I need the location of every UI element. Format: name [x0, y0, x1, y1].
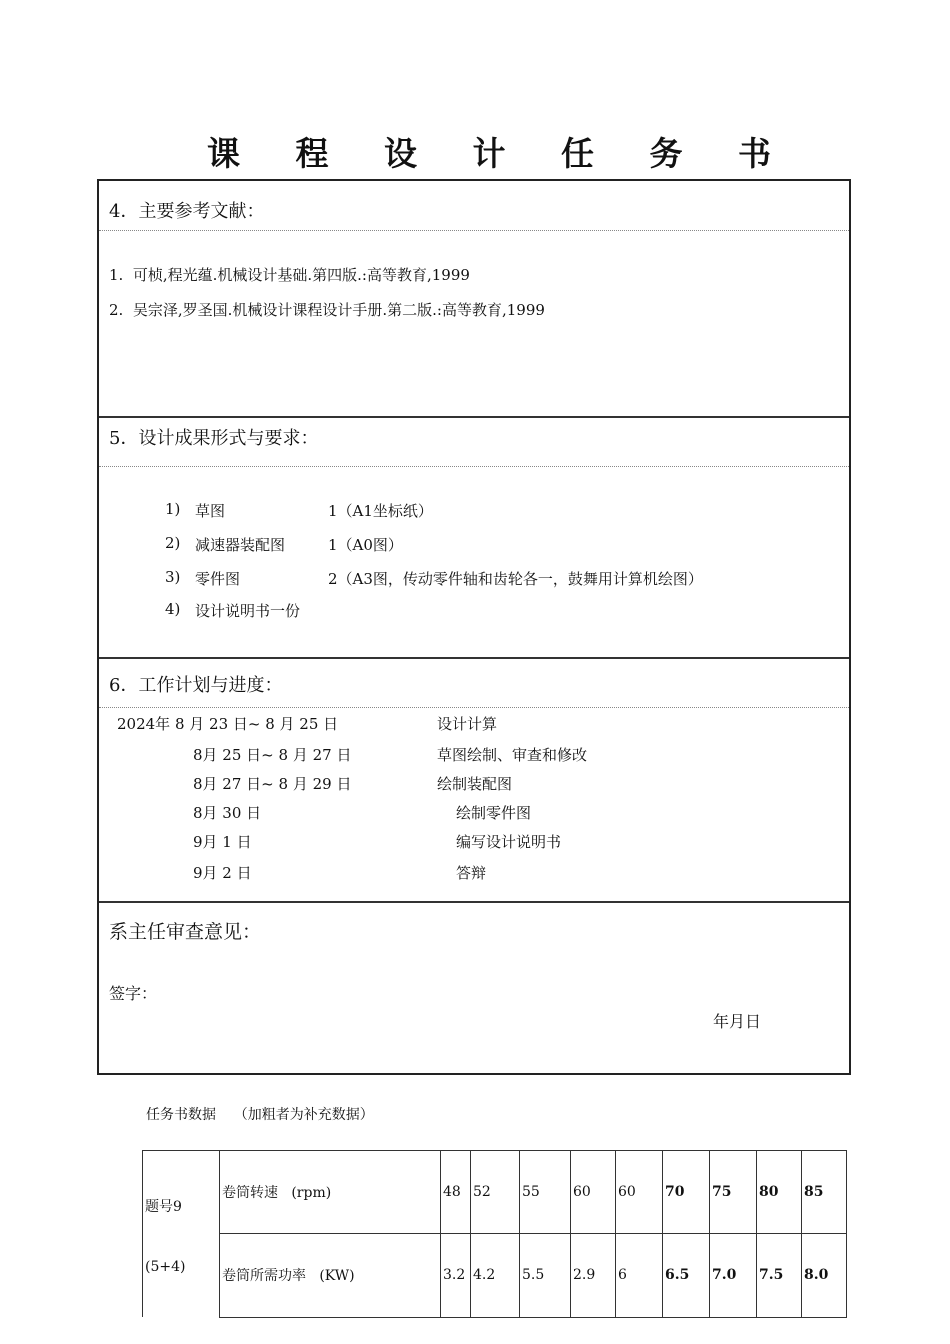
table-cell: 52 — [471, 1151, 520, 1234]
deliverable-no: 2) — [165, 534, 181, 552]
schedule-task: 绘制装配图 — [437, 775, 513, 793]
table-cell: 2.9 — [571, 1234, 616, 1317]
table-cell: 70 — [663, 1151, 710, 1234]
deliverables-heading: 5．设计成果形式与要求： — [109, 428, 319, 449]
schedule-section — [99, 657, 849, 901]
table-row — [143, 1151, 847, 1234]
row-label: 题号9 — [145, 1199, 182, 1215]
table-cell: 48 — [441, 1151, 471, 1234]
table-cell: 3.2 — [441, 1234, 471, 1317]
row-label-cell — [143, 1151, 220, 1318]
divider — [99, 230, 849, 231]
page-title: 课 程 设 计 任 务 书 — [207, 134, 793, 173]
table-cell: 6 — [616, 1234, 663, 1317]
schedule-task: 草图绘制、审查和修改 — [437, 746, 588, 764]
deliverable-name: 草图 — [195, 502, 226, 520]
schedule-date: 2024年 8 月 23 日~ 8 月 25 日 — [117, 715, 339, 733]
references-section — [99, 181, 849, 417]
table-cell: 6.5 — [663, 1234, 710, 1317]
table-cell: 5.5 — [520, 1234, 571, 1317]
speed-label: 卷筒转速 (rpm) — [220, 1151, 441, 1234]
table-cell: 4.2 — [471, 1234, 520, 1317]
review-section — [99, 901, 849, 1075]
schedule-task: 答辩 — [456, 864, 487, 882]
row-label-sub: (5+4) — [145, 1259, 186, 1275]
table-cell: 75 — [710, 1151, 757, 1234]
signature-label: 签字： — [109, 984, 158, 1003]
deliverable-no: 1) — [165, 500, 181, 518]
deliverables-section — [99, 416, 849, 658]
power-label: 卷筒所需功率 (KW) — [220, 1234, 441, 1317]
references-heading: 4．主要参考文献： — [109, 201, 265, 222]
schedule-date: 8月 25 日~ 8 月 27 日 — [193, 746, 352, 764]
deliverable-name: 减速器装配图 — [195, 536, 286, 554]
schedule-date: 9月 1 日 — [193, 833, 252, 851]
deliverable-qty: 2（A3图，传动零件轴和齿轮各一，鼓舞用计算机绘图） — [328, 570, 703, 588]
divider — [99, 707, 849, 708]
table-row — [143, 1234, 847, 1317]
deliverable-no: 4) — [165, 600, 181, 618]
deliverable-qty: 1（A0图） — [328, 536, 403, 554]
schedule-task: 设计计算 — [437, 715, 498, 733]
deliverable-name: 设计说明书一份 — [195, 602, 301, 620]
data-caption: 任务书数据 （加粗者为补充数据） — [146, 1107, 374, 1123]
table-cell: 80 — [757, 1151, 802, 1234]
deliverable-qty: 1（A1坐标纸） — [328, 502, 433, 520]
schedule-date: 9月 2 日 — [193, 864, 252, 882]
divider — [99, 466, 849, 467]
table-cell: 85 — [802, 1151, 847, 1234]
table-cell: 60 — [616, 1151, 663, 1234]
schedule-task: 绘制零件图 — [456, 804, 532, 822]
table-cell: 55 — [520, 1151, 571, 1234]
task-form — [97, 179, 851, 1075]
schedule-heading: 6．工作计划与进度： — [109, 675, 283, 696]
schedule-date: 8月 27 日~ 8 月 29 日 — [193, 775, 352, 793]
schedule-task: 编写设计说明书 — [456, 833, 562, 851]
review-heading: 系主任审查意见： — [109, 921, 262, 943]
table-cell: 60 — [571, 1151, 616, 1234]
deliverable-no: 3) — [165, 568, 181, 586]
task-data-table — [142, 1150, 847, 1318]
table-cell: 7.0 — [710, 1234, 757, 1317]
reference-item: 1. 可桢,程光蕴.机械设计基础.第四版.:高等教育,1999 — [109, 266, 470, 284]
table-cell: 7.5 — [757, 1234, 802, 1317]
date-label: 年月日 — [713, 1012, 762, 1031]
reference-item: 2. 吴宗泽,罗圣国.机械设计课程设计手册.第二版.:高等教育,1999 — [109, 301, 545, 319]
deliverable-name: 零件图 — [195, 570, 241, 588]
schedule-date: 8月 30 日 — [193, 804, 262, 822]
table-cell: 8.0 — [802, 1234, 847, 1317]
